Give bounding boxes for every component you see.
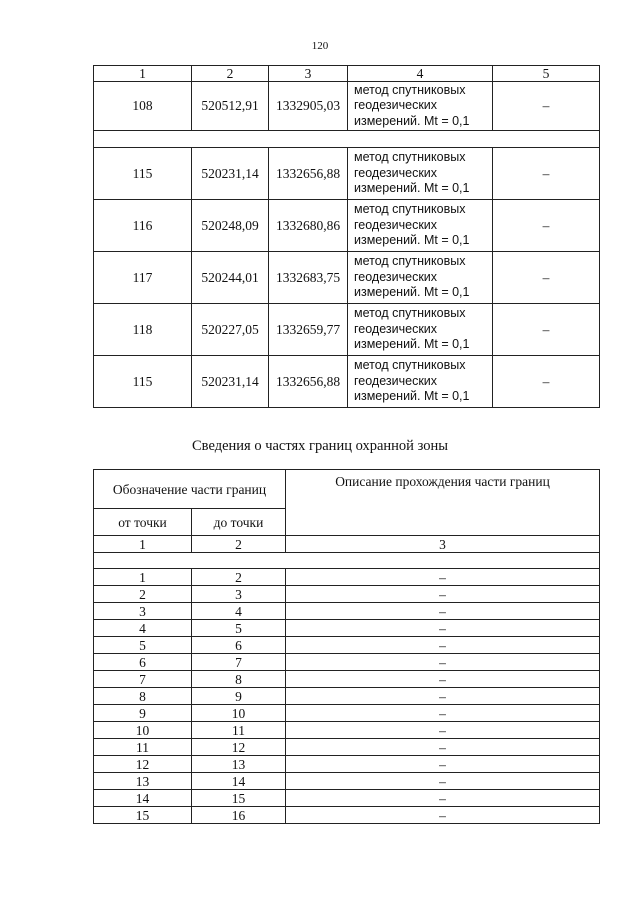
boundary-row xyxy=(94,586,600,603)
from-point: 5 xyxy=(94,637,192,654)
coordinates-table xyxy=(93,65,600,408)
method-line: геодезических xyxy=(354,373,438,388)
from-point: 3 xyxy=(94,603,192,620)
boundary-description: – xyxy=(286,807,600,824)
x-coordinate: 520248,09 xyxy=(192,200,269,252)
point-number: 116 xyxy=(94,200,192,252)
method-description xyxy=(348,148,493,200)
method-line: геодезических xyxy=(354,98,438,113)
to-point: 4 xyxy=(192,603,286,620)
boundary-header-row xyxy=(94,470,600,509)
boundary-description: – xyxy=(286,688,600,705)
to-point: 10 xyxy=(192,705,286,722)
boundary-description: – xyxy=(286,773,600,790)
from-point: 14 xyxy=(94,790,192,807)
method-line: измерений. Mt = 0,1 xyxy=(354,181,470,196)
page-number: 120 xyxy=(311,40,329,52)
boundary-row xyxy=(94,705,600,722)
to-point: 11 xyxy=(192,722,286,739)
method-description xyxy=(348,82,493,131)
note-cell: – xyxy=(493,356,600,408)
from-point: 8 xyxy=(94,688,192,705)
to-point: 13 xyxy=(192,756,286,773)
boundary-parts-table xyxy=(93,469,600,824)
method-description xyxy=(348,200,493,252)
to-point: 3 xyxy=(192,586,286,603)
boundary-row xyxy=(94,722,600,739)
point-row xyxy=(94,356,600,408)
method-line: измерений. Mt = 0,1 xyxy=(354,233,470,248)
from-point-header: от точки xyxy=(94,509,192,536)
x-coordinate: 520231,14 xyxy=(192,148,269,200)
method-line: метод спутниковых xyxy=(354,150,466,165)
boundary-description: – xyxy=(286,654,600,671)
from-point: 12 xyxy=(94,756,192,773)
boundary-description: – xyxy=(286,722,600,739)
point-row xyxy=(94,252,600,304)
y-coordinate: 1332656,88 xyxy=(269,148,348,200)
method-description xyxy=(348,252,493,304)
method-line: геодезических xyxy=(354,321,438,336)
from-point: 9 xyxy=(94,705,192,722)
boundary-row xyxy=(94,671,600,688)
index-cell: 2 xyxy=(192,536,286,553)
boundary-row xyxy=(94,569,600,586)
spacer-cell xyxy=(94,131,600,148)
from-point: 7 xyxy=(94,671,192,688)
point-row xyxy=(94,82,600,131)
note-cell: – xyxy=(493,148,600,200)
boundary-description: – xyxy=(286,569,600,586)
x-coordinate: 520227,05 xyxy=(192,304,269,356)
method-line: метод спутниковых xyxy=(354,254,466,269)
method-line: измерений. Mt = 0,1 xyxy=(354,285,470,300)
boundary-description: – xyxy=(286,756,600,773)
method-line: метод спутниковых xyxy=(354,82,466,97)
y-coordinate: 1332656,88 xyxy=(269,356,348,408)
boundary-row xyxy=(94,773,600,790)
index-cell: 1 xyxy=(94,536,192,553)
to-point: 16 xyxy=(192,807,286,824)
to-point: 15 xyxy=(192,790,286,807)
method-line: измерений. Mt = 0,1 xyxy=(354,389,470,404)
note-cell: – xyxy=(493,82,600,131)
section-heading: Сведения о частях границ охранной зоны xyxy=(192,438,448,454)
boundary-description-header: Описание прохождения части границ xyxy=(286,470,600,536)
x-coordinate: 520231,14 xyxy=(192,356,269,408)
note-cell: – xyxy=(493,304,600,356)
method-line: измерений. Mt = 0,1 xyxy=(354,113,470,128)
boundary-description: – xyxy=(286,620,600,637)
boundary-group-header: Обозначение части границ xyxy=(94,470,286,509)
point-number: 118 xyxy=(94,304,192,356)
index-cell: 3 xyxy=(286,536,600,553)
to-point: 5 xyxy=(192,620,286,637)
column-number-cell: 2 xyxy=(192,66,269,82)
boundary-index-row xyxy=(94,536,600,553)
column-number-cell: 1 xyxy=(94,66,192,82)
method-line: метод спутниковых xyxy=(354,202,466,217)
boundary-description: – xyxy=(286,739,600,756)
boundary-row xyxy=(94,688,600,705)
point-row xyxy=(94,304,600,356)
point-number: 115 xyxy=(94,356,192,408)
y-coordinate: 1332659,77 xyxy=(269,304,348,356)
column-number-cell: 5 xyxy=(493,66,600,82)
boundary-description: – xyxy=(286,671,600,688)
x-coordinate: 520244,01 xyxy=(192,252,269,304)
to-point-header: до точки xyxy=(192,509,286,536)
method-line: метод спутниковых xyxy=(354,306,466,321)
point-number: 117 xyxy=(94,252,192,304)
point-row xyxy=(94,148,600,200)
from-point: 15 xyxy=(94,807,192,824)
from-point: 13 xyxy=(94,773,192,790)
boundary-row xyxy=(94,654,600,671)
from-point: 10 xyxy=(94,722,192,739)
method-line: измерений. Mt = 0,1 xyxy=(354,337,470,352)
to-point: 8 xyxy=(192,671,286,688)
boundary-row xyxy=(94,620,600,637)
boundary-description: – xyxy=(286,586,600,603)
to-point: 14 xyxy=(192,773,286,790)
method-description xyxy=(348,304,493,356)
boundary-spacer-row xyxy=(94,553,600,569)
point-row xyxy=(94,200,600,252)
from-point: 11 xyxy=(94,739,192,756)
method-line: геодезических xyxy=(354,217,438,232)
to-point: 7 xyxy=(192,654,286,671)
boundary-row xyxy=(94,790,600,807)
boundary-description: – xyxy=(286,603,600,620)
point-number: 108 xyxy=(94,82,192,131)
boundary-row xyxy=(94,756,600,773)
spacer-row xyxy=(94,131,600,148)
boundary-row xyxy=(94,603,600,620)
x-coordinate: 520512,91 xyxy=(192,82,269,131)
column-number-cell: 3 xyxy=(269,66,348,82)
y-coordinate: 1332905,03 xyxy=(269,82,348,131)
column-number-row xyxy=(94,66,600,82)
method-description xyxy=(348,356,493,408)
point-number: 115 xyxy=(94,148,192,200)
spacer-cell xyxy=(94,553,600,569)
column-number-cell: 4 xyxy=(348,66,493,82)
boundary-row xyxy=(94,739,600,756)
to-point: 6 xyxy=(192,637,286,654)
note-cell: – xyxy=(493,200,600,252)
from-point: 6 xyxy=(94,654,192,671)
boundary-description: – xyxy=(286,705,600,722)
method-line: геодезических xyxy=(354,165,438,180)
to-point: 2 xyxy=(192,569,286,586)
note-cell: – xyxy=(493,252,600,304)
boundary-row xyxy=(94,637,600,654)
method-line: метод спутниковых xyxy=(354,358,466,373)
y-coordinate: 1332680,86 xyxy=(269,200,348,252)
boundary-description: – xyxy=(286,790,600,807)
from-point: 2 xyxy=(94,586,192,603)
boundary-row xyxy=(94,807,600,824)
to-point: 9 xyxy=(192,688,286,705)
y-coordinate: 1332683,75 xyxy=(269,252,348,304)
boundary-description: – xyxy=(286,637,600,654)
from-point: 1 xyxy=(94,569,192,586)
to-point: 12 xyxy=(192,739,286,756)
method-line: геодезических xyxy=(354,269,438,284)
from-point: 4 xyxy=(94,620,192,637)
